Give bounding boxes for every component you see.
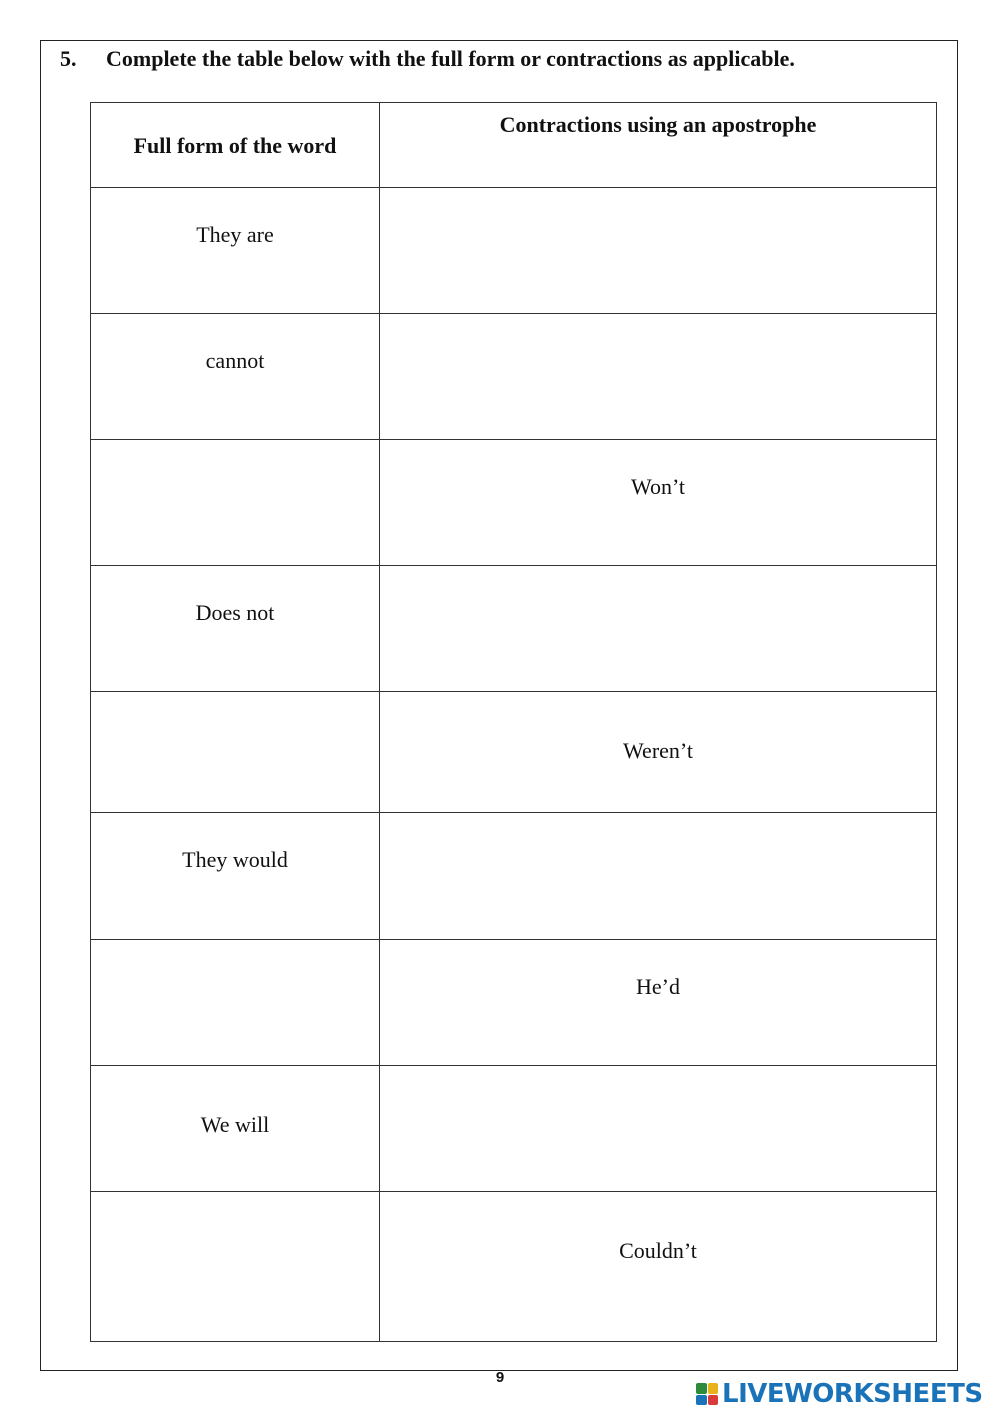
table-row (91, 566, 937, 692)
full-form-cell (91, 1066, 380, 1192)
question-number: 5. (60, 46, 77, 71)
full-form-cell (91, 813, 380, 940)
full-form-text (91, 692, 379, 738)
full-form-text (91, 1192, 379, 1238)
question-text: Complete the table below with the full form or contractions as applicable. (106, 46, 795, 71)
full-form-cell (91, 566, 380, 692)
contraction-cell (380, 940, 937, 1066)
full-form-cell (91, 314, 380, 440)
contraction-text (380, 314, 936, 348)
table-row (91, 188, 937, 314)
header-full-form: Full form of the word (91, 103, 380, 188)
table-row (91, 440, 937, 566)
full-form-text: Does not (195, 600, 275, 625)
table-row (91, 692, 937, 813)
full-form-cell (91, 940, 380, 1066)
contraction-text (380, 188, 936, 222)
liveworksheets-logo (696, 1379, 983, 1409)
contraction-text (380, 1066, 936, 1112)
table-row (91, 1192, 937, 1342)
full-form-text: We will (200, 1112, 270, 1137)
contraction-text (380, 566, 936, 600)
contraction-text: He’d (636, 974, 680, 999)
contraction-cell (380, 440, 937, 566)
full-form-cell (91, 1192, 380, 1342)
full-form-cell (91, 440, 380, 566)
question-heading (60, 44, 960, 74)
contraction-cell (380, 188, 937, 314)
contractions-table (90, 102, 937, 1342)
contraction-cell (380, 1192, 937, 1342)
contraction-cell (380, 314, 937, 440)
table-header-row (91, 103, 937, 188)
full-form-text (91, 440, 379, 474)
contraction-text: Couldn’t (619, 1238, 697, 1263)
contraction-cell (380, 692, 937, 813)
contraction-cell (380, 566, 937, 692)
table-row (91, 813, 937, 940)
contraction-text (380, 813, 936, 847)
table-row (91, 1066, 937, 1192)
full-form-text: They are (196, 222, 274, 247)
contraction-text: Weren’t (623, 738, 693, 763)
table-row (91, 314, 937, 440)
header-contractions: Contractions using an apostrophe (380, 103, 937, 188)
full-form-cell (91, 188, 380, 314)
page-number: 9 (495, 1369, 505, 1386)
full-form-cell (91, 692, 380, 813)
full-form-text: cannot (205, 348, 265, 373)
contraction-text: Won’t (630, 474, 686, 499)
full-form-text: They would (182, 847, 288, 872)
full-form-text (91, 940, 379, 974)
contraction-cell (380, 1066, 937, 1192)
brand-name: LIVEWORKSHEETS (722, 1379, 983, 1409)
contraction-cell (380, 813, 937, 940)
logo-mark-icon (696, 1383, 718, 1405)
table-row (91, 940, 937, 1066)
